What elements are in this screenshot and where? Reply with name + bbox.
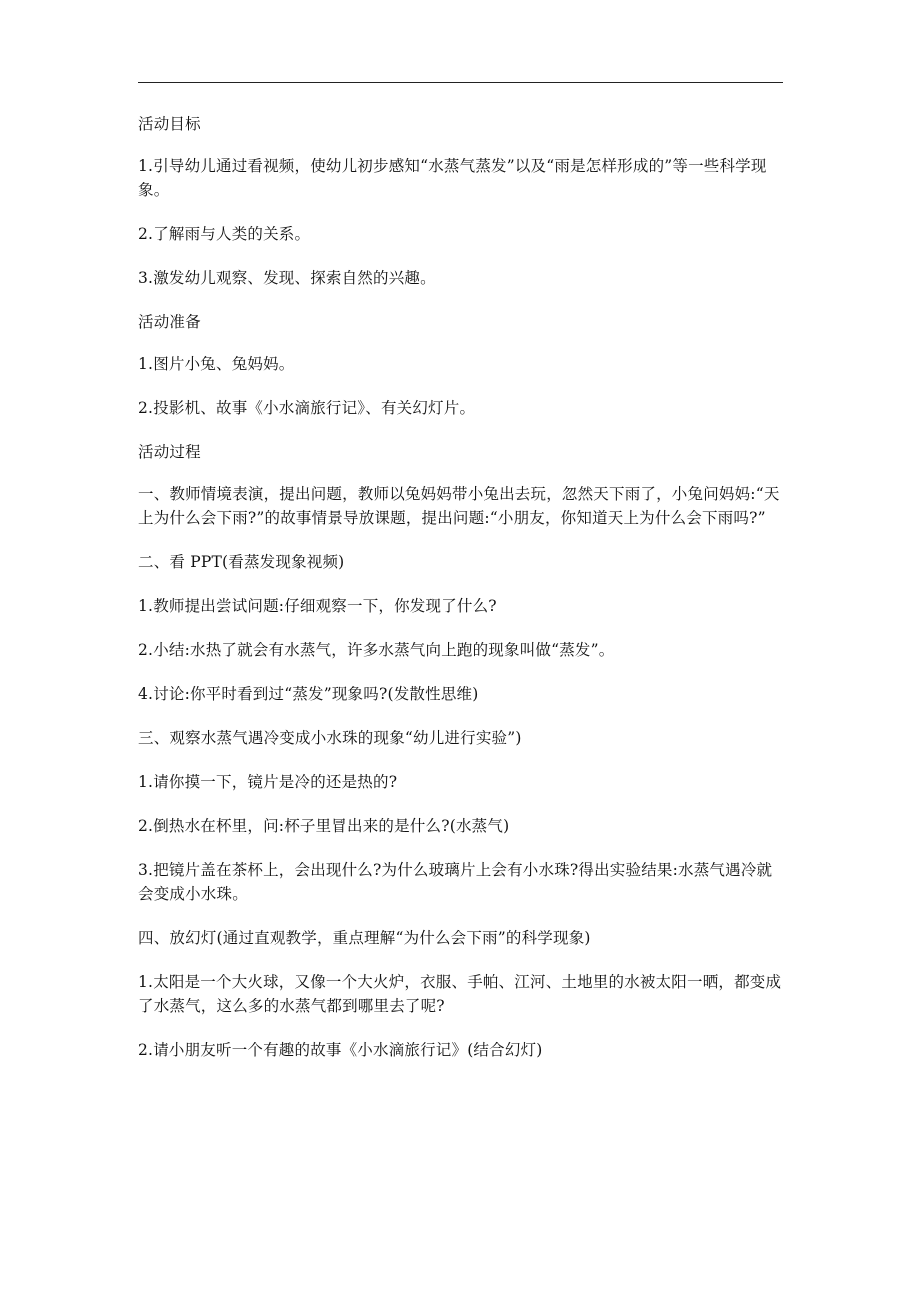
paragraph: 2.小结:水热了就会有水蒸气，许多水蒸气向上跑的现象叫做“蒸发”。 [138, 641, 615, 659]
paragraph: 2.倒热水在杯里，问:杯子里冒出来的是什么?(水蒸气) [138, 817, 510, 835]
paragraph: 三、观察水蒸气遇冷变成小水珠的现象“幼儿进行实验”) [138, 729, 522, 747]
section-heading-goals: 活动目标 [138, 115, 201, 133]
paragraph: 一、教师情境表演，提出问题，教师以兔妈妈带小兔出去玩，忽然天下雨了，小兔问妈妈:“天上为什么会下雨?”的故事情景导放课题，提出问题:“小朋友，你知道天上为什么会下雨吗?” [138, 485, 780, 527]
paragraph: 1.教师提出尝试问题:仔细观察一下，你发现了什么? [138, 597, 497, 615]
paragraph: 1.引导幼儿通过看视频，使幼儿初步感知“水蒸气蒸发”以及“雨是怎样形成的”等一些科学现象。 [138, 157, 767, 199]
header-rule [138, 82, 783, 83]
paragraph: 1.请你摸一下，镜片是冷的还是热的? [138, 773, 398, 791]
section-heading-preparation: 活动准备 [138, 313, 201, 331]
paragraph: 3.把镜片盖在茶杯上，会出现什么?为什么玻璃片上会有小水珠?得出实验结果:水蒸气遇冷就会变成小水珠。 [138, 861, 773, 903]
paragraph: 二、看 PPT(看蒸发现象视频) [138, 553, 345, 571]
paragraph: 4.讨论:你平时看到过“蒸发”现象吗?(发散性思维) [138, 685, 479, 703]
document-body [138, 112, 786, 1082]
section-heading-process: 活动过程 [138, 443, 201, 461]
paragraph: 2.了解雨与人类的关系。 [138, 225, 311, 243]
paragraph: 3.激发幼儿观察、发现、探索自然的兴趣。 [138, 269, 436, 287]
paragraph: 2.请小朋友听一个有趣的故事《小水滴旅行记》(结合幻灯) [138, 1041, 543, 1059]
paragraph: 1.太阳是一个大火球，又像一个大火炉，衣服、手帕、江河、土地里的水被太阳一晒，都变成了水蒸气，这么多的水蒸气都到哪里去了呢? [138, 973, 782, 1015]
paragraph: 2.投影机、故事《小水滴旅行记》、有关幻灯片。 [138, 399, 476, 417]
paragraph: 1.图片小兔、兔妈妈。 [138, 355, 295, 373]
paragraph: 四、放幻灯(通过直观教学，重点理解“为什么会下雨”的科学现象) [138, 929, 591, 947]
